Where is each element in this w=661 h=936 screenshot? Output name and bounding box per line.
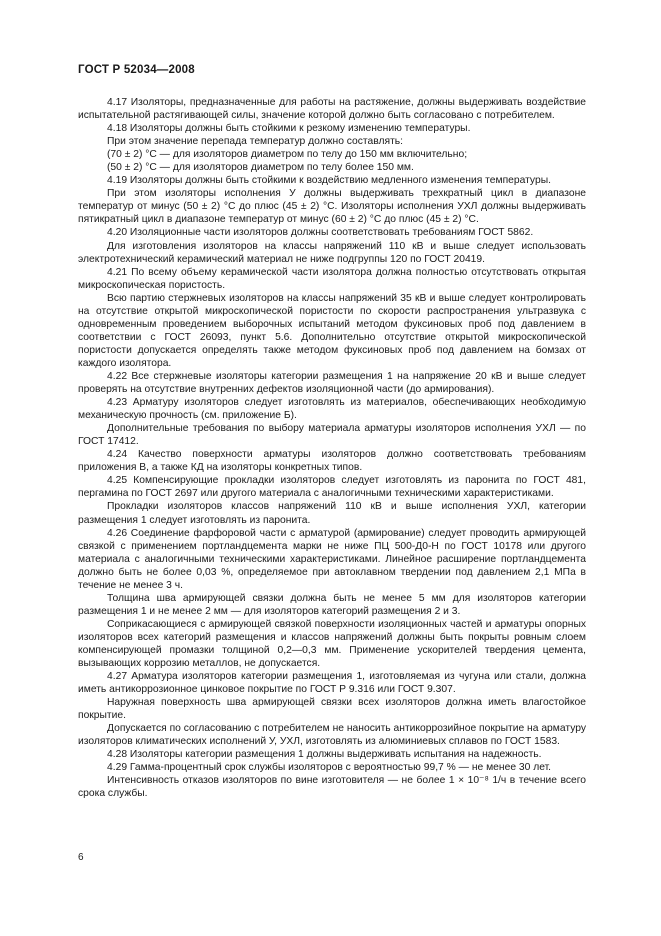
- paragraph: Всю партию стержневых изоляторов на классы напряжений 35 кВ и выше следует контролировать на отсутствие открытой микроскопической пористости по скорости распространения ультразвука с одновременным проведением выборочных испытаний методом фуксиновых проб под давлением в соответствии с ГОСТ 26093, пункт 5.6. Дополнительно отсутствие открытой микроскопической пористости допускается определять также методом фуксиновых проб под давлением на бомзах от каждого изолятора.: [78, 292, 586, 369]
- paragraph-4-23: 4.23 Арматуру изоляторов следует изготовлять из материалов, обеспечивающих необходимую механическую прочность (см. приложение Б).: [78, 397, 586, 422]
- paragraph: Интенсивность отказов изоляторов по вине изготовителя — не более 1 × 10⁻⁸ 1/ч в течение всего срока службы.: [78, 775, 586, 800]
- paragraph: (70 ± 2) °С — для изоляторов диаметром по телу до 150 мм включительно;: [107, 149, 468, 161]
- paragraph-4-24: 4.24 Качество поверхности арматуры изоляторов должно соответствовать требованиям приложения В, а также КД на изоляторы конкретных типов.: [78, 449, 586, 474]
- paragraph-4-25: 4.25 Компенсирующие прокладки изоляторов следует изготовлять из паронита по ГОСТ 481, пергамина по ГОСТ 2697 или другого материала с аналогичными техническими характеристиками.: [78, 475, 586, 500]
- paragraph-4-27: 4.27 Арматура изоляторов категории размещения 1, изготовляемая из чугуна или стали, должна иметь антикоррозионное цинковое покрытие по ГОСТ Р 9.316 или ГОСТ 9.307.: [78, 671, 586, 696]
- document-header: ГОСТ Р 52034—2008: [78, 64, 195, 76]
- page-number: 6: [78, 852, 84, 863]
- paragraph-4-18: 4.18 Изоляторы должны быть стойкими к резкому изменению температуры.: [107, 123, 471, 135]
- paragraph: Прокладки изоляторов классов напряжений 110 кВ и выше исполнения УХЛ, категории размещения 1 следует изготовлять из паронита.: [78, 501, 586, 526]
- paragraph-4-20: 4.20 Изоляционные части изоляторов должны соответствовать требованиям ГОСТ 5862.: [107, 227, 534, 239]
- paragraph: Толщина шва армирующей связки должна быть не менее 5 мм для изоляторов категории размещения 1 и не менее 2 мм — для изоляторов категорий размещения 2 и 3.: [78, 592, 586, 617]
- paragraph-4-26: 4.26 Соединение фарфоровой части с арматурой (армирование) следует проводить армирующей связкой с применением портландцемента марки не ниже ПЦ 500-Д0-Н по ГОСТ 10178 или другого материала с аналогичными техническими характеристиками. Линейное расширение портландцемента должно быть не более 0,03 %, определяемое при автоклавном твердении под давлением 2,1 МПа в течение не менее 3 ч.: [78, 527, 586, 591]
- paragraph-4-21: 4.21 По всему объему керамической части изолятора должна полностью отсутствовать открытая микроскопическая пористость.: [78, 266, 586, 291]
- paragraph: Соприкасающиеся с армирующей связкой поверхности изоляционных частей и арматуры опорных изоляторов всех категорий размещения и классов напряжений должны быть покрыты ровным слоем компенсирующей промазки толщиной 0,2—0,3 мм. Применение ускорителей твердения цемента, вызывающих коррозию металлов, не допускается.: [78, 618, 586, 670]
- paragraph: При этом изоляторы исполнения У должны выдерживать трехкратный цикл в диапазоне температур от минус (50 ± 2) °С до плюс (45 ± 2) °С. Изоляторы исполнения УХЛ должны выдерживать пятикратный цикл в диапазоне температур от минус (60 ± 2) °С до плюс (45 ± 2) °С.: [78, 188, 586, 226]
- paragraph: Допускается по согласованию с потребителем не наносить антикоррозийное покрытие на арматуру изоляторов климатических исполнений У, УХЛ, изготовлять из алюминиевых сплавов по ГОСТ 1583.: [78, 723, 586, 748]
- paragraph-4-29: 4.29 Гамма-процентный срок службы изоляторов с вероятностью 99,7 % — не менее 30 лет.: [107, 762, 552, 774]
- paragraph: Дополнительные требования по выбору материала арматуры изоляторов исполнения УХЛ — по ГОСТ 17412.: [78, 423, 586, 448]
- paragraph-4-22: 4.22 Все стержневые изоляторы категории размещения 1 на напряжение 20 кВ и выше следует проверять на отсутствие внутренних дефектов изоляционной части (до армирования).: [78, 370, 586, 396]
- paragraph: (50 ± 2) °С — для изоляторов диаметром по телу более 150 мм.: [107, 162, 414, 174]
- body-text: [78, 96, 586, 801]
- paragraph: Наружная поверхность шва армирующей связки всех изоляторов должна иметь влагостойкое покрытие.: [78, 697, 586, 722]
- paragraph-4-28: 4.28 Изоляторы категории размещения 1 должны выдерживать испытания на надежность.: [107, 749, 542, 761]
- paragraph: При этом значение перепада температур должно составлять:: [107, 136, 404, 148]
- paragraph-4-19: 4.19 Изоляторы должны быть стойкими к воздействию медленного изменения температуры.: [107, 175, 551, 187]
- paragraph-4-17: 4.17 Изоляторы, предназначенные для работы на растяжение, должны выдерживать воздействие испытательной растягивающей силы, значение которой должно быть согласовано с потребителем.: [78, 97, 586, 122]
- paragraph: Для изготовления изоляторов на классы напряжений 110 кВ и выше следует использовать электротехнический керамический материал не ниже подгруппы 120 по ГОСТ 20419.: [78, 240, 586, 265]
